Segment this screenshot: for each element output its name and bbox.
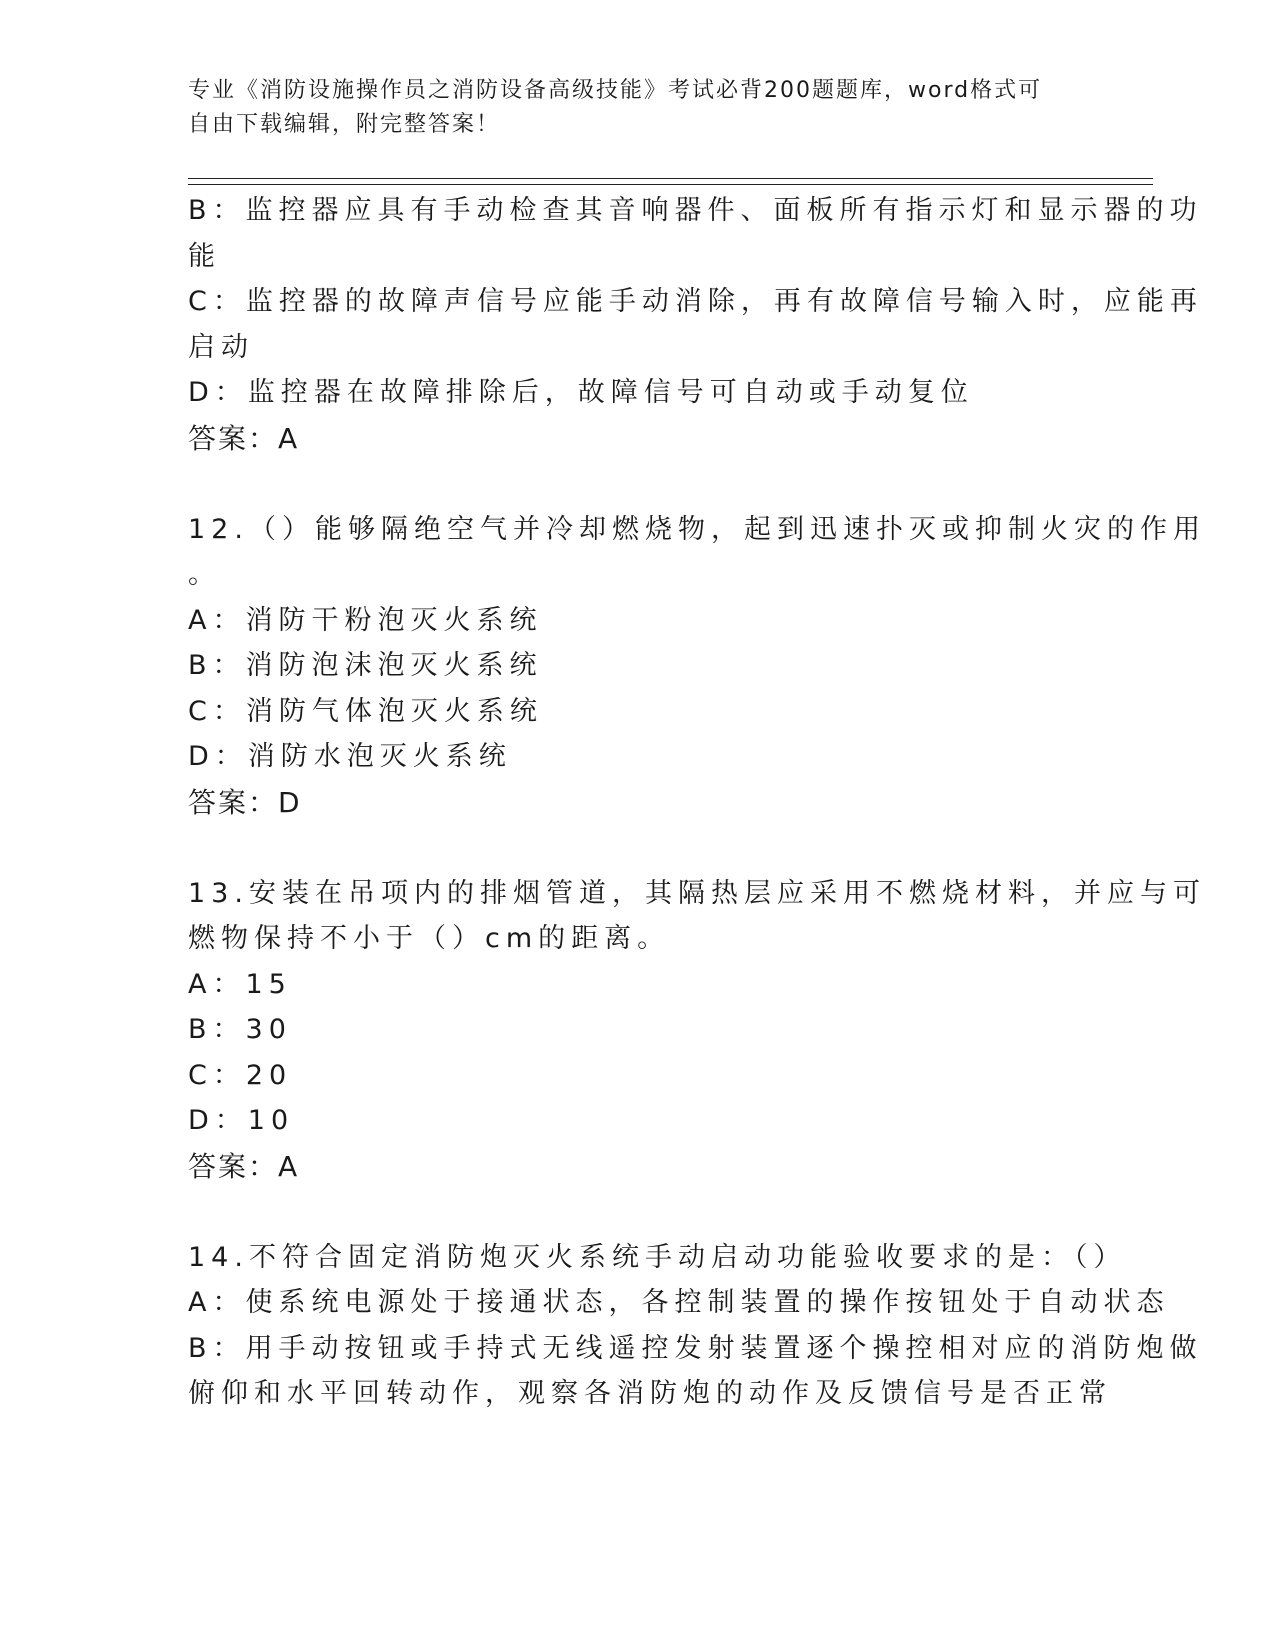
spacer xyxy=(188,461,1078,507)
q11-option-b-line-2: 能 xyxy=(188,240,221,272)
q13-stem-line-2: 燃物保持不小于（）cm的距离。 xyxy=(188,923,671,954)
header-rule-top xyxy=(188,178,1153,179)
q12-option-a: A：消防干粉泡灭火系统 xyxy=(188,604,543,636)
header-line-2: 自由下载编辑，附完整答案！ xyxy=(188,112,501,137)
q11-option-c-line-1: C：监控器的故障声信号应能手动消除，再有故障信号输入时，应能再 xyxy=(188,286,1203,317)
q13-stem-line-1: 13.安装在吊项内的排烟管道，其隔热层应采用不燃烧材料，并应与可 xyxy=(188,877,1206,909)
q12-stem-line-2: 。 xyxy=(188,559,221,590)
q11-option-b-line-1: B：监控器应具有手动检查其音响器件、面板所有指示灯和显示器的功 xyxy=(188,195,1203,226)
document-header xyxy=(188,74,1068,142)
q14-option-a: A：使系统电源处于接通状态，各控制装置的操作按钮处于自动状态 xyxy=(188,1287,1170,1318)
spacer xyxy=(188,825,1078,871)
header-line-1: 专业《消防设施操作员之消防设备高级技能》考试必背200题题库，word格式可 xyxy=(188,78,1043,103)
q11-answer: 答案：A xyxy=(188,421,300,455)
q13-option-a: A：15 xyxy=(188,968,292,1000)
spacer xyxy=(188,1189,1078,1235)
q12-option-b: B：消防泡沫泡灭火系统 xyxy=(188,650,543,681)
q12-answer: 答案：D xyxy=(188,785,302,819)
q12-stem-line-1: 12.（）能够隔绝空气并冷却燃烧物，起到迅速扑灭或抑制火灾的作用 xyxy=(188,513,1206,545)
question-12 xyxy=(188,507,1206,826)
q13-answer: 答案：A xyxy=(188,1149,300,1183)
header-rule-bottom xyxy=(188,184,1153,185)
question-14 xyxy=(188,1235,1203,1417)
q13-option-d: D：10 xyxy=(188,1105,295,1136)
q11-option-d: D：监控器在故障排除后，故障信号可自动或手动复位 xyxy=(188,377,974,408)
q12-option-d: D：消防水泡灭火系统 xyxy=(188,741,512,772)
q13-option-b: B：30 xyxy=(188,1014,292,1045)
question-11-tail xyxy=(188,188,1203,461)
q11-option-c-line-2: 启动 xyxy=(188,331,254,363)
q13-option-c: C：20 xyxy=(188,1059,293,1091)
q14-stem: 14.不符合固定消防炮灭火系统手动启动功能验收要求的是：（） xyxy=(188,1241,1127,1273)
q12-option-c: C：消防气体泡灭火系统 xyxy=(188,695,543,727)
q14-option-b-line-2: 俯仰和水平回转动作，观察各消防炮的动作及反馈信号是否正常 xyxy=(188,1378,1112,1409)
document-body xyxy=(188,188,1206,1417)
q14-option-b-line-1: B：用手动按钮或手持式无线遥控发射装置逐个操控相对应的消防炮做 xyxy=(188,1332,1203,1364)
question-13 xyxy=(188,871,1206,1190)
